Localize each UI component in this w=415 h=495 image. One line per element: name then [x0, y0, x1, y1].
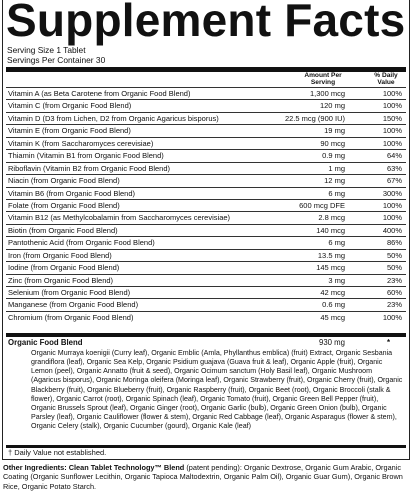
nutrient-amount: 2.8 mcg [318, 213, 345, 223]
nutrient-name: Niacin (from Organic Food Blend) [8, 176, 120, 186]
nutrient-dv: 60% [386, 288, 402, 297]
nutrient-amount: 145 mcg [316, 263, 345, 273]
servings-per-container: Servings Per Container 30 [7, 55, 106, 65]
nutrient-amount: 1 mg [328, 163, 345, 173]
nutrient-row [6, 112, 406, 124]
nutrient-name: Vitamin B12 (as Methylcobalamin from Saccharomyces cerevisiae) [8, 213, 231, 223]
nutrient-name: Vitamin K (from Saccharomyces cerevisiae) [8, 138, 154, 148]
nutrient-dv: 100% [382, 138, 402, 148]
nutrient-amount: 6 mg [328, 238, 345, 248]
footnote: † Daily Value not established. [8, 448, 107, 457]
nutrient-amount: 42 mcg [320, 288, 345, 297]
nutrient-name: Selenium (from Organic Food Blend) [8, 288, 131, 297]
nutrient-row [6, 174, 406, 186]
nutrient-dv: 23% [386, 275, 402, 285]
nutrient-row [6, 162, 406, 174]
nutrient-row [6, 124, 406, 136]
nutrient-name: Vitamin B6 (from Organic Food Blend) [8, 188, 135, 198]
nutrient-row [6, 187, 406, 199]
nutrient-name: Zinc (from Organic Food Blend) [8, 275, 114, 285]
nutrient-rows [6, 87, 406, 323]
nutrient-row [6, 199, 406, 211]
nutrient-dv: 63% [386, 163, 402, 173]
amount-header: Amount Per Serving [304, 72, 342, 87]
nutrient-amount: 13.5 mg [317, 250, 345, 260]
nutrient-amount: 12 mg [324, 176, 345, 186]
nutrient-name: Biotin (from Organic Food Blend) [8, 225, 118, 235]
nutrient-dv: 50% [386, 263, 402, 273]
nutrient-row [6, 249, 406, 261]
nutrient-name: Vitamin C (from Organic Food Blend) [8, 101, 132, 111]
blend-name: Organic Food Blend [8, 338, 83, 347]
nutrient-amount: 90 mcg [320, 138, 345, 148]
thick-divider-2 [6, 333, 406, 337]
nutrient-name: Manganese (from Organic Food Blend) [8, 300, 139, 310]
nutrient-name: Iodine (from Organic Food Blend) [8, 263, 120, 273]
nutrient-dv: 400% [382, 225, 402, 235]
nutrient-name: Vitamin E (from Organic Food Blend) [8, 126, 131, 136]
nutrient-dv: 100% [382, 213, 402, 223]
nutrient-dv: 100% [382, 126, 402, 136]
blend-dv: * [386, 338, 390, 347]
nutrient-dv: 100% [382, 101, 402, 111]
serving-size: Serving Size 1 Tablet [7, 45, 86, 55]
nutrient-dv: 100% [382, 312, 402, 322]
nutrient-row [6, 87, 406, 99]
nutrient-name: Riboflavin (Vitamin B2 from Organic Food Blend) [8, 163, 171, 173]
nutrient-name: Vitamin D (D3 from Lichen, D2 from Organic Agaricus bisporus) [8, 113, 219, 123]
nutrient-name: Pantothenic Acid (from Organic Food Blend) [8, 238, 155, 248]
nutrient-dv: 64% [386, 151, 402, 161]
nutrient-row [6, 298, 406, 310]
thick-divider [6, 67, 406, 72]
nutrient-name: Folate (from Organic Food Blend) [8, 200, 120, 210]
nutrient-row [6, 311, 406, 323]
nutrient-row [6, 286, 406, 298]
nutrient-name: Vitamin A (as Beta Carotene from Organic Food Blend) [8, 89, 191, 98]
nutrient-amount: 140 mcg [316, 225, 345, 235]
nutrient-name: Thiamin (Vitamin B1 from Organic Food Blend) [8, 151, 164, 161]
nutrient-row [6, 261, 406, 273]
nutrient-amount: 600 mcg DFE [299, 200, 345, 210]
nutrient-name: Chromium (from Organic Food Blend) [8, 312, 134, 322]
nutrient-dv: 67% [386, 176, 402, 186]
nutrient-row [6, 274, 406, 286]
other-ingredients-text: (patent pending): Organic Dextrose, Organic Gum Arabic, Organic Coating (Organic Sunflower Lecithin, Organic Tapioca Maltodextrin, Organic Palm Oil), Organic Guar Gum), Organic Brown Rice, Organic Potato Starch. [3, 463, 403, 491]
dv-header: % Daily Value [374, 72, 398, 87]
nutrient-amount: 120 mg [319, 101, 345, 111]
other-ingredients-label: Other Ingredients: Clean Tablet Technology™ Blend [3, 463, 185, 472]
blend-ingredients: Organic Murraya koenigii (Curry leaf), Organic Emblic (Amla, Phyllanthus emblica) (fruit) Extract, Organic Sesbania grandiflora (leaf), Organic Sea Kelp, Organic Psidium guajava (Guava fruit & leaf), Organic Apple (fruit), Organic Lemon (peel), Organic Annatto (fruit & seed), Organic Ocimum sanctum (Holy Basil leaf), Organic Mushroom (Agaricus bisporus), Organic Moringa oleifera (Moringa leaf), Organic Strawberry (fruit), Organic Cherry (fruit), Organic Blackberry (fruit), Organic Blueberry (fruit), Organic Raspberry (fruit), Organic Beet (root), Organic Broccoli (stalk & flower), Organic Carrot (root), Organic Spinach (leaf), Organic Tomato (fruit), Organic Green Bell Pepper (fruit), Organic Brussels Sprout (leaf), Organic Ginger (root), Organic Garlic (bulb), Organic Green Onion (bulb), Organic Parsley (leaf), Organic Cauliflower (flower & stem), Organic Red Cabbage (leaf), Organic Asparagus (flower & stem), Organic Celery (stalk), Organic Cucumber (gourd), Organic Kale (leaf) [31, 349, 403, 431]
panel-title: Supplement Facts [6, 0, 406, 46]
nutrient-dv: 300% [382, 188, 402, 198]
nutrient-amount: 6 mg [328, 188, 345, 198]
nutrient-dv: 86% [386, 238, 402, 248]
nutrient-dv: 50% [386, 250, 402, 260]
nutrient-row [6, 149, 406, 161]
nutrient-amount: 22.5 mcg (900 IU) [284, 113, 345, 123]
nutrient-dv: 100% [382, 89, 402, 98]
nutrient-row [6, 137, 406, 149]
nutrient-row [6, 224, 406, 236]
nutrient-amount: 0.6 mg [322, 300, 345, 310]
nutrient-amount: 0.9 mg [322, 151, 345, 161]
nutrient-amount: 3 mg [328, 275, 345, 285]
nutrient-amount: 45 mcg [320, 312, 345, 322]
nutrient-row [6, 236, 406, 248]
nutrient-name: Iron (from Organic Food Blend) [8, 250, 112, 260]
nutrient-row [6, 211, 406, 223]
nutrient-dv: 150% [382, 113, 402, 123]
nutrient-dv: 23% [386, 300, 402, 310]
supplement-facts-panel [2, 0, 410, 460]
nutrient-row [6, 99, 406, 111]
nutrient-amount: 19 mg [324, 126, 345, 136]
nutrient-dv: 100% [382, 200, 402, 210]
blend-amount: 930 mg [318, 338, 345, 347]
other-ingredients [3, 463, 412, 491]
nutrient-amount: 1,300 mcg [309, 89, 345, 98]
blend-row [6, 337, 406, 348]
